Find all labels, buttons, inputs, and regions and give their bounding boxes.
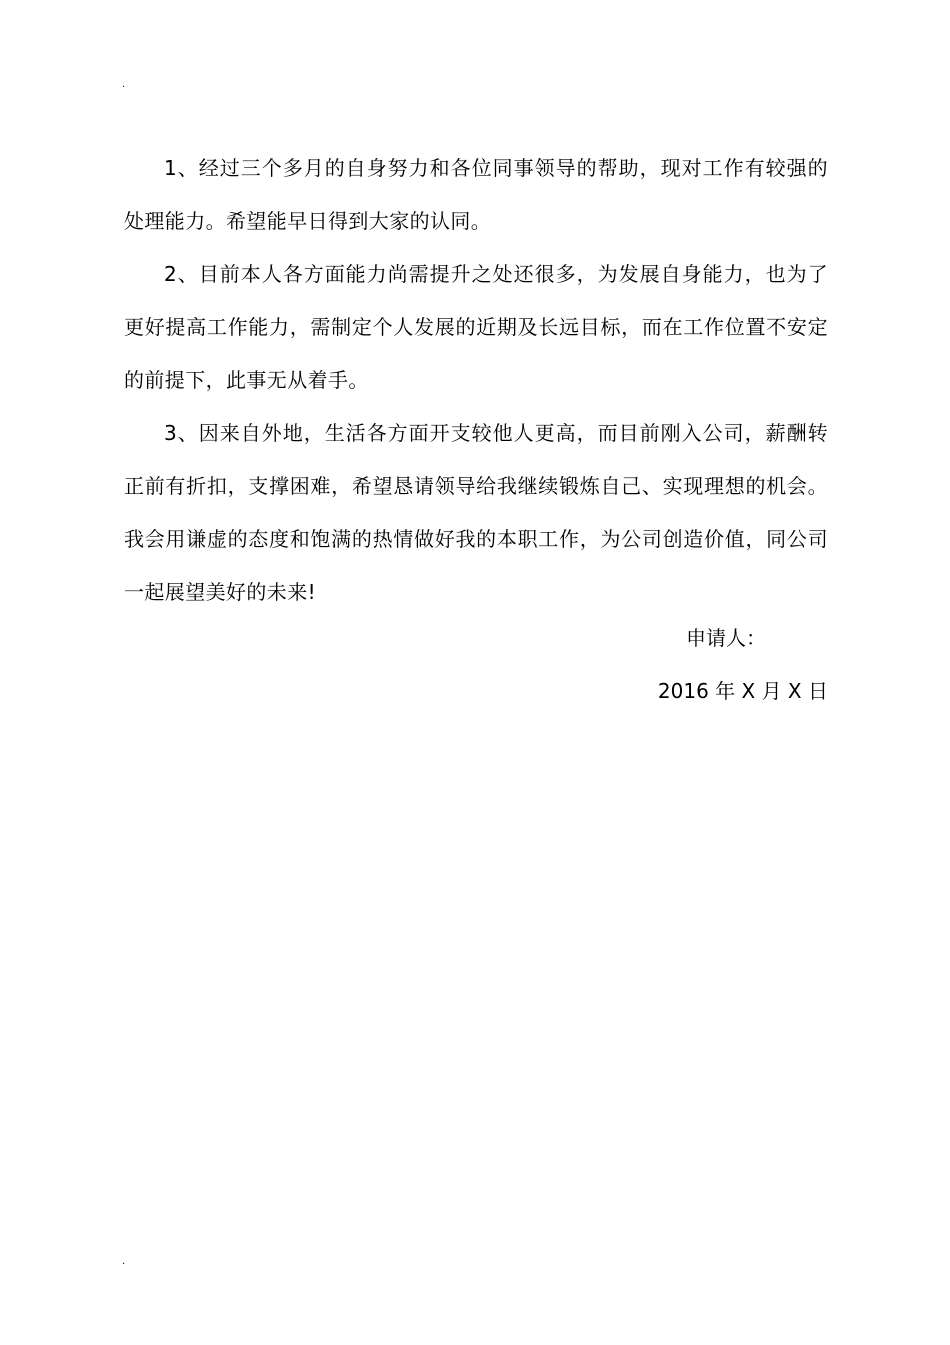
- paragraph-2: 2、目前本人各方面能力尚需提升之处还很多，为发展自身能力，也为了更好提高工作能力，需制定个人发展的近期及长远目标，而在工作位置不安定的前提下，此事无从着手。: [124, 262, 828, 392]
- paragraph-1: 1、经过三个多月的自身努力和各位同事领导的帮助，现对工作有较强的处理能力。希望能早日得到大家的认同。: [124, 156, 828, 233]
- page-marker-top: .: [122, 79, 126, 90]
- signature-block: [658, 612, 828, 718]
- document-body: [124, 142, 828, 619]
- paragraph-3: 3、因来自外地，生活各方面开支较他人更高，而目前刚入公司，薪酬转正前有折扣，支撑困难，希望恳请领导给我继续锻炼自己、实现理想的机会。我会用谦虚的态度和饱满的热情做好我的本职工作，为公司创造价值，同公司一起展望美好的未来!: [124, 421, 828, 604]
- applicant-label: 申请人：: [686, 626, 766, 650]
- signature-date: 2016 年 X 月 X 日: [657, 679, 828, 703]
- page-marker-bottom: .: [122, 1256, 126, 1267]
